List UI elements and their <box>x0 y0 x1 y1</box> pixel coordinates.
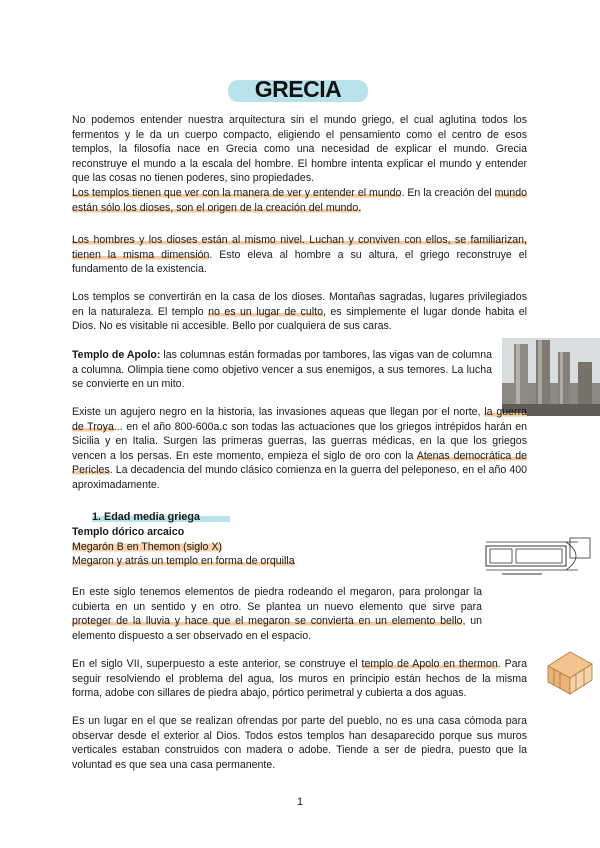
page-number: 1 <box>296 796 304 808</box>
paragraph-text: Es un lugar en el que se realizan ofrendas por parte del pueblo, no es una casa cómoda para observar desde el exterior al Dios. Todos estos templos han desaparecido porque sus muros verticales estaban construidos con madera o adobe. Tiende a ser de piedra, puesto que la voluntad es que sea una casa permanente. <box>72 715 527 771</box>
highlight: Atenas democrática de Pericles <box>72 449 527 477</box>
text-span: las columnas están formadas por tambores, las vigas van de columna a columna. Olimpia tiene como objetivo vencer a sus enemigos, a sus temores. La lucha se convierte en un mito. <box>72 349 492 391</box>
paragraph-intro <box>72 113 527 215</box>
text-span: En el siglo VII, superpuesto a este anterior, se construye el <box>72 658 362 670</box>
text-span: Existe un agujero negro en la historia, las invasiones aqueas que llegan por el norte, <box>72 406 485 418</box>
text-span: . La decadencia del mundo clásico comienza en la guerra del peleponeso, en el año 400 aproximadamente. <box>72 464 527 491</box>
paragraph-siglo <box>72 585 482 643</box>
text-span: . Para seguir resolviendo el problema del agua, los muros en principio están hechos de la misma forma, adobe con sillares de piedra abajo, pórtico perimetral y cubierta a dos aguas. <box>72 658 527 700</box>
paragraph-hombres <box>72 233 527 277</box>
text-span: En este siglo tenemos elementos de piedra rodeando el megaron, para prolongar la cubierta en un sentido y en otro. Se plantea un nuevo elemento que sirve para <box>72 586 482 613</box>
paragraph-text: No podemos entender nuestra arquitectura sin el mundo griego, el cual aglutina todos los fermentos y le da un cuerpo compacto, eligiendo el pensamiento como el centro de esos templos, la filosofía nace en Grecia como una necesidad de explicar el mundo. Grecia reconstruye el mundo a la escala del hombre. El hombre intenta explicar el mundo y entender que las cosas no tienen poderes, sino propiedades. <box>72 114 527 185</box>
paragraph-casa-dioses <box>72 290 527 334</box>
text-span: ... en el año 800-600a.c son todas las actuaciones que los griegos intrépidos harán en Sicilia y en Italia. Surgen las primeras guerras, las guerras médicas, en la que los griegos vencen a los persas. En este momento, empieza el siglo de oro con la <box>72 420 527 462</box>
highlight: la guerra de Troya <box>72 406 527 433</box>
text-span: . En la creación del <box>401 186 495 199</box>
page-title: GRECIA <box>254 76 342 102</box>
highlight: Los hombres y los dioses están al mismo nivel. Luchan y conviven con ellos, se familiarizan, tienen la misma dimensión <box>72 234 527 261</box>
paragraph-siglo-vii <box>72 657 527 701</box>
highlight: templo de Apolo en thermon <box>361 658 498 670</box>
title-block <box>228 76 368 104</box>
subheading-orquilla: Megaron y atrás un templo en forma de orquilla <box>72 555 295 568</box>
text-span: , es simplemente el lugar donde habita el Dios. No es visitable ni accesible. Bello por cualquiera de sus caras. <box>72 305 527 333</box>
highlight: no es un lugar de culto <box>208 305 323 318</box>
highlight: Los templos tienen que ver con la manera de ver y entender el mundo <box>72 186 402 199</box>
subheading-block <box>72 525 392 569</box>
subheading-templo-dorico: Templo dórico arcaico <box>72 526 185 538</box>
paragraph-templos <box>72 186 527 215</box>
paragraph-apolo <box>72 348 492 392</box>
text-span: Los templos se convertirán en la casa de los dioses. Montañas sagradas, lugares privilegiados en la naturaleza. El templo <box>72 291 527 318</box>
section-heading-text: 1. Edad media griega <box>92 511 230 523</box>
highlight: proteger de la lluvia y hace que el megaron se convierta en un elemento bello <box>72 615 463 628</box>
paragraph-historia <box>72 405 527 493</box>
megaron-plan-drawing <box>482 536 594 582</box>
temple-model-drawing <box>544 646 594 696</box>
highlight: mundo están sólo los dioses, son el origen de la creación del mundo. <box>72 186 527 214</box>
text-span: , un elemento dispuesto a ser observado en el espacio. <box>72 615 482 642</box>
label-bold: Templo de Apolo: <box>72 349 161 361</box>
section-heading <box>92 511 230 523</box>
text-span: . Esto eleva al hombre a su altura, el griego reconstruye el fundamento de la existencia. <box>72 248 527 276</box>
paragraph-ofrendas <box>72 714 527 772</box>
subheading-megaron: Megarón B en Themon (siglo X) <box>72 540 222 553</box>
